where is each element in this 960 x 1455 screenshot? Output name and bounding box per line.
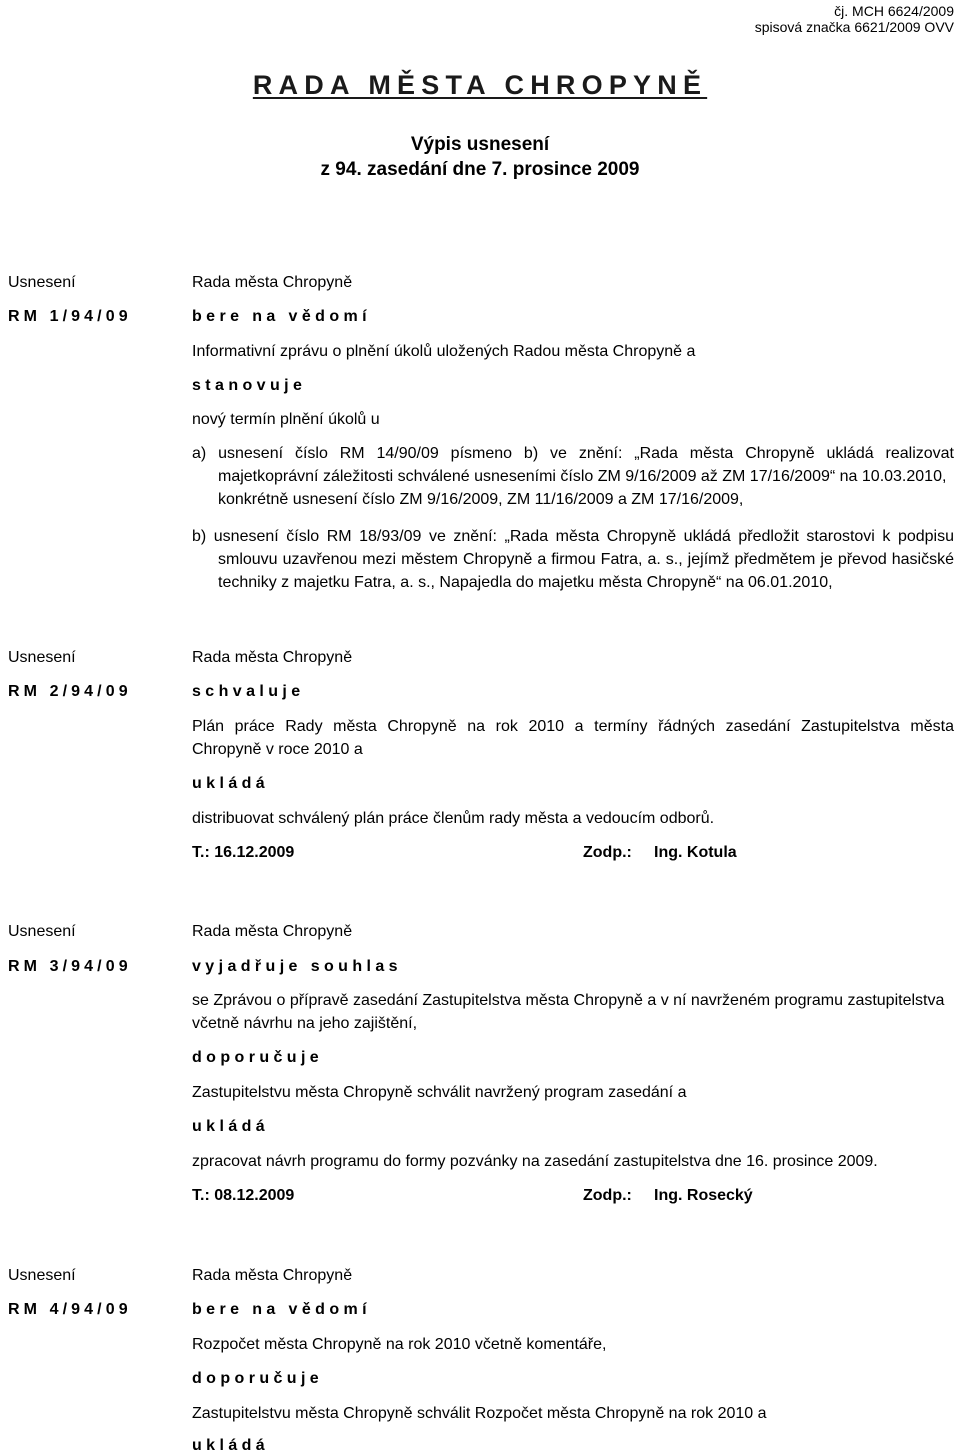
- responsible-person: Ing. Rosecký: [654, 1187, 753, 1204]
- resolution-label: Usnesení: [8, 274, 76, 291]
- item-a-line: majetkoprávní záležitosti schválené usneseními číslo ZM 9/16/2009 až ZM 17/16/2009“ na 10.03.2010,: [218, 468, 947, 485]
- resolution-verb: schvaluje: [192, 683, 305, 700]
- resolution-verb: doporučuje: [192, 1049, 324, 1066]
- item-b-line: techniky z majetku Fatra, a. s., Napajedla do majetku města Chropyně“ na 06.01.2010,: [218, 574, 833, 591]
- resolution-body: Rada města Chropyně: [192, 274, 353, 291]
- resolution-label: Usnesení: [8, 1267, 76, 1284]
- resolution-text: Zastupitelstvu města Chropyně schválit Rozpočet města Chropyně na rok 2010 a: [192, 1405, 767, 1422]
- file-mark: spisová značka 6621/2009 OVV: [754, 19, 954, 35]
- resolution-number: RM 1/94/09: [8, 308, 132, 325]
- resolution-verb: stanovuje: [192, 377, 307, 394]
- resolution-text: Informativní zprávu o plnění úkolů uložených Radou města Chropyně a: [192, 343, 696, 360]
- responsible-label: Zodp.:: [583, 1187, 632, 1204]
- resolution-body: Rada města Chropyně: [192, 649, 353, 666]
- document-subtitle: Výpis usnesení: [410, 134, 550, 155]
- document-title: RADA MĚSTA CHROPYNĚ: [252, 70, 708, 100]
- item-a-line: konkrétně usnesení číslo ZM 9/16/2009, ZM 11/16/2009 a ZM 17/16/2009,: [218, 491, 744, 508]
- responsible-person: Ing. Kotula: [654, 844, 737, 861]
- resolution-text: distribuovat schválený plán práce členům rady města a vedoucím odborů.: [192, 810, 715, 827]
- resolution-verb: ukládá: [192, 1118, 270, 1135]
- item-b-line: smlouvu uzavřenou mezi městem Chropyně a firmou Fatra, a. s., jejímž předmětem je převod hasičské: [218, 551, 954, 568]
- item-b-line: b) usnesení číslo RM 18/93/09 ve znění: „Rada města Chropyně ukládá předložit starostovi k podpisu: [192, 528, 954, 545]
- resolution-verb: ukládá: [192, 775, 270, 792]
- resolution-body: Rada města Chropyně: [192, 1267, 353, 1284]
- resolution-verb: vyjadřuje souhlas: [192, 958, 402, 975]
- resolution-text: zpracovat návrh programu do formy pozvánky na zasedání zastupitelstva dne 16. prosince 2009.: [192, 1153, 878, 1170]
- resolution-text: včetně návrhu na jeho zajištění,: [192, 1015, 418, 1032]
- responsible-label: Zodp.:: [583, 844, 632, 861]
- resolution-label: Usnesení: [8, 649, 76, 666]
- reference-number: čj. MCH 6624/2009: [834, 3, 954, 19]
- resolution-text: Zastupitelstvu města Chropyně schválit navržený program zasedání a: [192, 1084, 687, 1101]
- resolution-text: se Zprávou o přípravě zasedání Zastupitelstva města Chropyně a v ní navrženém programu zastupitelstva: [192, 992, 945, 1009]
- deadline: T.: 16.12.2009: [192, 844, 295, 861]
- resolution-verb: bere na vědomí: [192, 1301, 371, 1318]
- resolution-label: Usnesení: [8, 923, 76, 940]
- resolution-number: RM 3/94/09: [8, 958, 132, 975]
- resolution-verb: doporučuje: [192, 1370, 324, 1387]
- resolution-body: Rada města Chropyně: [192, 923, 353, 940]
- item-a-line: a) usnesení číslo RM 14/90/09 písmeno b) ve znění: „Rada města Chropyně ukládá realizovat: [192, 445, 954, 462]
- resolution-text: Chropyně v roce 2010 a: [192, 741, 363, 758]
- resolution-text: Plán práce Rady města Chropyně na rok 2010 a termíny řádných zasedání Zastupitelstva města: [192, 718, 954, 735]
- resolution-text: Rozpočet města Chropyně na rok 2010 včetně komentáře,: [192, 1336, 607, 1353]
- resolution-text: nový termín plnění úkolů u: [192, 411, 380, 428]
- resolution-verb: bere na vědomí: [192, 308, 371, 325]
- resolution-number: RM 2/94/09: [8, 683, 132, 700]
- session-line: z 94. zasedání dne 7. prosince 2009: [320, 159, 640, 180]
- deadline: T.: 08.12.2009: [192, 1187, 295, 1204]
- resolution-verb: ukládá: [192, 1437, 270, 1454]
- resolution-number: RM 4/94/09: [8, 1301, 132, 1318]
